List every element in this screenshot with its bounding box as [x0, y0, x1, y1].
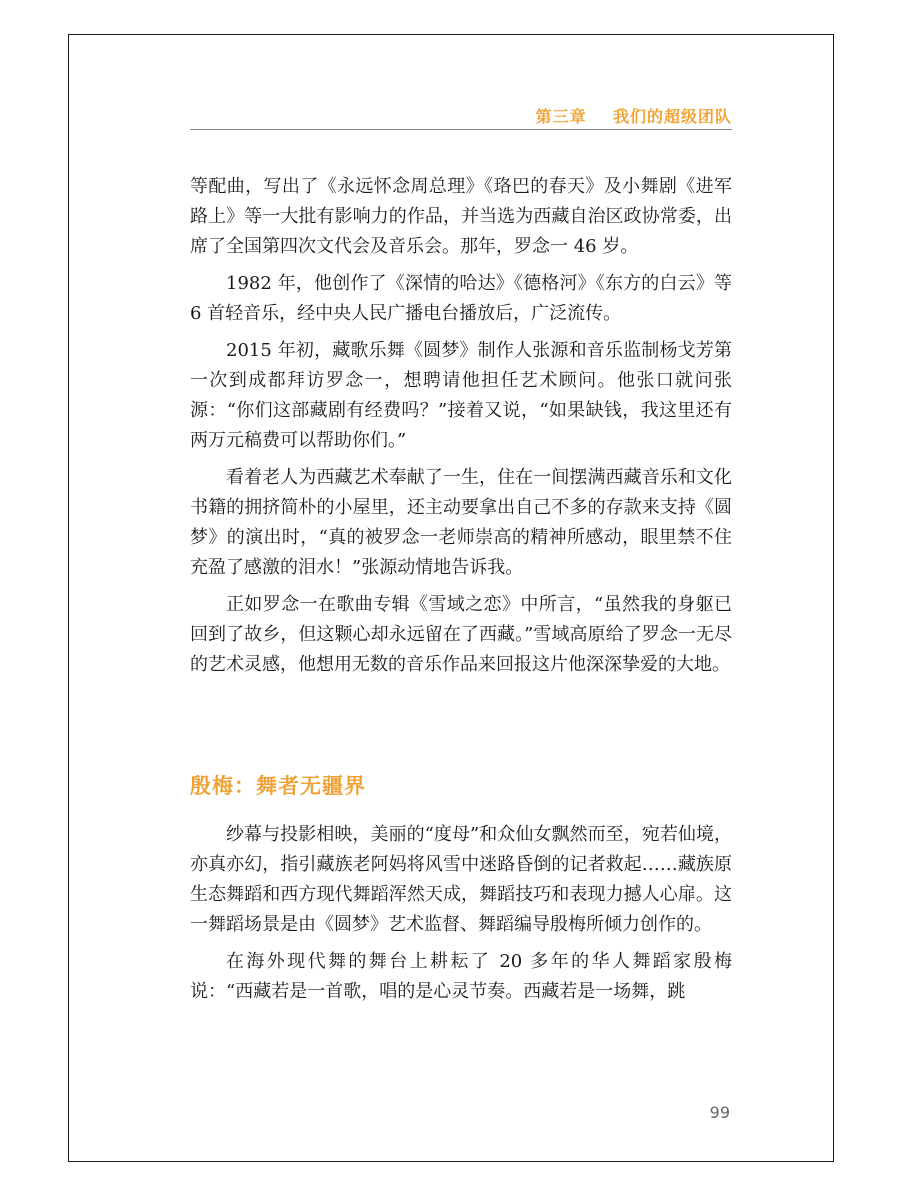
section-heading: 殷梅：舞者无疆界 — [190, 774, 366, 798]
chapter-title: 我们的超级团队 — [612, 107, 732, 126]
running-header — [536, 104, 732, 127]
paragraph: 1982 年，他创作了《深情的哈达》《德格河》《东方的白云》等 6 首轻音乐，经中央人民广播电台播放后，广泛流传。 — [190, 273, 732, 324]
chapter-number: 第三章 — [535, 107, 587, 126]
paragraph: 看着老人为西藏艺术奉献了一生，住在一间摆满西藏音乐和文化书籍的拥挤简朴的小屋里，还主动要拿出自己不多的存款来支持《圆梦》的演出时，“真的被罗念一老师崇高的精神所感动，眼里禁不住充盈了感激的泪水！”张源动情地告诉我。 — [190, 467, 732, 578]
paragraph: 在海外现代舞的舞台上耕耘了 20 多年的华人舞蹈家殷梅说：“西藏若是一首歌，唱的是心灵节奏。西藏若是一场舞，跳 — [190, 951, 732, 1002]
paragraph: 纱幕与投影相映，美丽的“度母”和众仙女飘然而至，宛若仙境，亦真亦幻，指引藏族老阿妈将风雪中迷路昏倒的记者救起……藏族原生态舞蹈和西方现代舞蹈浑然天成，舞蹈技巧和表现力撼人心扉。这一舞蹈场景是由《圆梦》艺术监督、舞蹈编导殷梅所倾力创作的。 — [190, 824, 732, 935]
paragraph: 正如罗念一在歌曲专辑《雪域之恋》中所言，“虽然我的身躯已回到了故乡，但这颗心却永远留在了西藏。”雪域高原给了罗念一无尽的艺术灵感，他想用无数的音乐作品来回报这片他深深挚爱的大地。 — [190, 594, 732, 675]
page-number: 99 — [709, 1103, 730, 1122]
header-rule — [190, 129, 732, 130]
paragraph: 等配曲，写出了《永远怀念周总理》《珞巴的春天》及小舞剧《进军路上》等一大批有影响力的作品，并当选为西藏自治区政协常委，出席了全国第四次文代会及音乐会。那年，罗念一 46 岁。 — [190, 176, 732, 257]
section-body-2 — [190, 820, 732, 1014]
paragraph: 2015 年初，藏歌乐舞《圆梦》制作人张源和音乐监制杨戈芳第一次到成都拜访罗念一，想聘请他担任艺术顾问。他张口就问张源：“你们这部藏剧有经费吗？”接着又说，“如果缺钱，我这里还有两万元稿费可以帮助你们。” — [190, 340, 732, 451]
section-body-1 — [190, 172, 732, 687]
